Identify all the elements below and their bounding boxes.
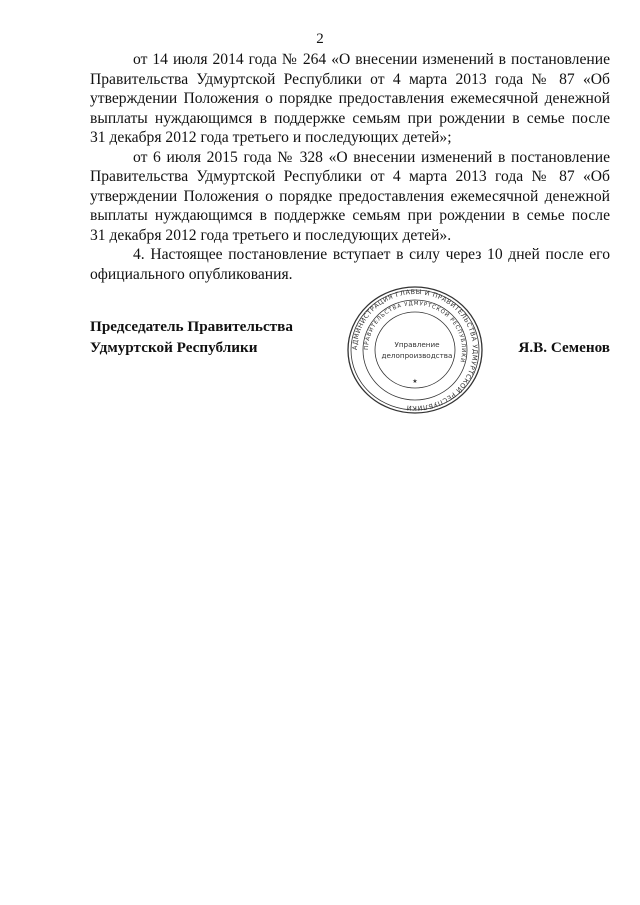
text-line: официального опубликования.	[90, 265, 293, 283]
text-line: выплаты нуждающимся в поддержке семьям при рождении в семье после	[90, 207, 610, 224]
text-line: 4. Настоящее постановление вступает в силу через 10 дней после его	[133, 246, 610, 263]
stamp-star-icon: ★	[412, 379, 418, 385]
stamp-center-line2: делопроизводства	[381, 351, 453, 360]
text-line: 31 декабря 2012 года третьего и последующих детей»;	[90, 129, 452, 146]
text-line: от 6 июля 2015 года № 328 «О внесении изменений в постановление	[133, 148, 610, 166]
text-line: Правительства Удмуртской Республики от 4 марта 2013 года № 87 «Об	[90, 70, 610, 88]
stamp-outer-ring-text: АДМИНИСТРАЦИЯ ГЛАВЫ И ПРАВИТЕЛЬСТВА УДМУРТСКОЙ РЕСПУБЛИКИ	[350, 287, 480, 413]
signatory-title-line1: Председатель Правительства	[90, 318, 293, 335]
text-line: от 14 июля 2014 года № 264 «О внесении изменений в постановление	[133, 51, 610, 68]
text-line: утверждении Положения о порядке предоставления ежемесячной денежной	[90, 187, 610, 205]
official-stamp	[345, 285, 485, 415]
text-line: утверждении Положения о порядке предоставления ежемесячной денежной	[90, 90, 610, 107]
signatory-title-line2: Удмуртской Республики	[90, 339, 258, 356]
stamp-center-line1: Управление	[394, 340, 440, 349]
text-line: 31 декабря 2012 года третьего и последующих детей».	[90, 226, 452, 244]
text-line: Правительства Удмуртской Республики от 4 марта 2013 года № 87 «Об	[90, 168, 610, 185]
text-line: выплаты нуждающимся в поддержке семьям при рождении в семье после	[90, 109, 610, 127]
page-number: 2	[316, 31, 324, 47]
signatory-name: Я.В. Семенов	[518, 339, 610, 356]
stamp-inner-ring-text: ПРАВИТЕЛЬСТВА УДМУРТСКОЙ РЕСПУБЛИКИ	[363, 300, 467, 364]
